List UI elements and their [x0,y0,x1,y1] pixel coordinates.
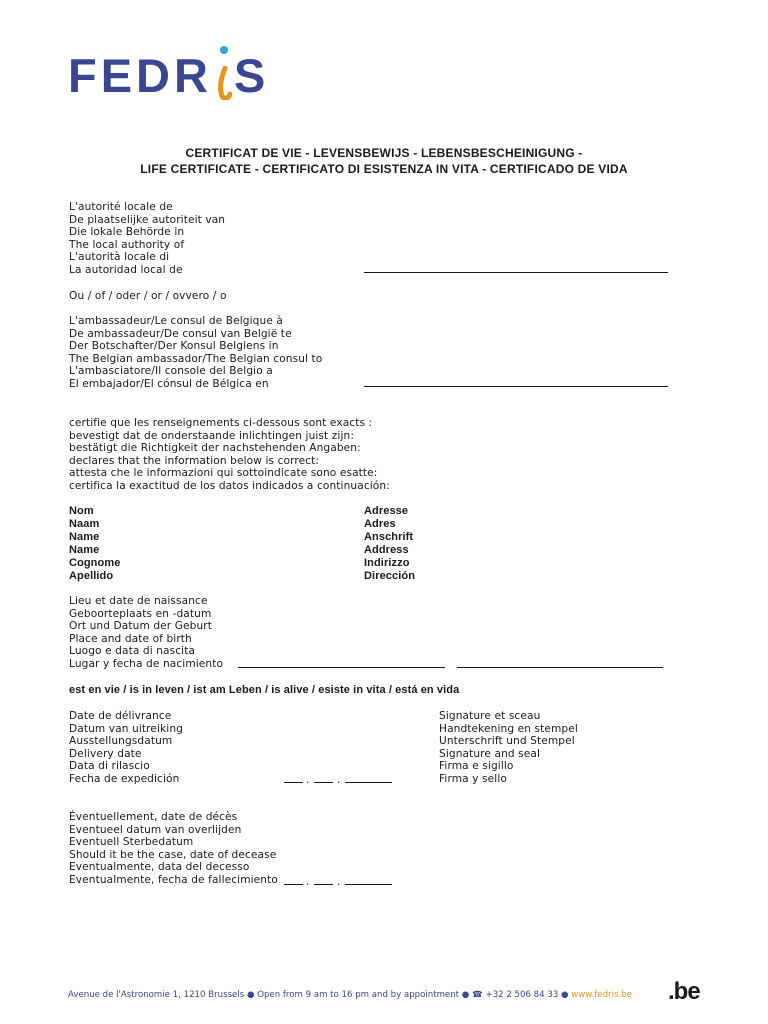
footer-address: Avenue de l'Astronomie 1, 1210 Brussels [68,990,245,1000]
consul-fr: L'ambassadeur/Le consul de Belgique à [69,315,283,327]
footer-phone: +32 2 506 84 33 [485,990,559,1000]
certifies-nl: bevestigt dat de onderstaande inlichtingen juist zijn: [69,429,355,442]
local-authority-block [69,201,225,277]
local-authority-nl: De plaatselijke autoriteit van [69,213,226,226]
issue-date-de: Ausstellungsdatum [69,735,173,748]
name-label-nl: Naam [69,518,100,530]
birth-it: Luogo e data di nascita [69,645,196,658]
decease-day-field[interactable] [284,884,303,885]
local-authority-es: La autoridad local de [69,263,183,276]
local-authority-fr: L'autorité locale de [69,201,173,213]
issue-date-es: Fecha de expedición [69,772,180,785]
decease-year-field[interactable] [345,884,392,885]
issue-date-fr: Date de délivrance [69,710,172,722]
local-authority-en: The local authority of [69,238,185,251]
name-labels [69,505,120,583]
signature-en: Signature and seal [439,747,541,760]
decease-month-field[interactable] [314,884,333,885]
consul-es: El embajador/El cónsul de Bélgica en [69,377,269,390]
certifies-fr: certifie que les renseignements ci-dessous sont exacts : [69,417,373,429]
decease-date-sep-1: . [306,876,310,888]
birth-fr: Lieu et date de naissance [69,595,208,607]
birth-block [69,595,223,671]
or-text: Ou / of / oder / or / ovvero / o [69,290,227,302]
consul-nl: De ambassadeur/De consul van België te [69,327,292,340]
phone-icon: ☎ [472,990,483,1000]
local-authority-it: L'autorità locale di [69,251,170,264]
decease-fr: Éventuellement, date de décès [69,811,238,823]
address-label-en: Address [364,544,409,556]
birth-es: Lugar y fecha de nacimiento [69,657,224,670]
birth-nl: Geboorteplaats en -datum [69,607,212,620]
fedris-logo [68,46,269,106]
title-line-1: CERTIFICAT DE VIE - LEVENSBEWIJS - LEBENSBESCHEINIGUNG - [185,146,583,160]
birth-de: Ort und Datum der Geburt [69,620,212,633]
issue-date-nl: Datum van uitreiking [69,722,183,735]
signature-it: Firma e sigillo [439,760,514,773]
decease-block [69,811,278,887]
decease-en: Should it be the case, date of decease [69,848,277,861]
issue-month-field[interactable] [314,782,333,783]
address-label-fr: Adresse [364,505,409,517]
birth-en: Place and date of birth [69,632,192,645]
certifies-block [69,417,390,493]
signature-nl: Handtekening en stempel [439,722,578,735]
issue-date-sep-1: . [306,774,310,786]
footer-hours: Open from 9 am to 16 pm and by appointment [257,990,460,1000]
name-label-fr: Nom [69,505,94,517]
or-line [69,290,227,303]
address-label-it: Indirizzo [364,557,410,569]
decease-date-sep-2: . [337,876,341,888]
certifies-de: bestätigt die Richtigkeit der nachstehenden Angaben: [69,442,361,455]
issue-date-en: Delivery date [69,747,142,760]
name-label-es: Apellido [69,570,114,582]
footer-bullet-2: ● [461,990,470,1000]
footer-bullet-3: ● [561,990,569,1000]
local-authority-de: Die lokale Behörde in [69,226,185,239]
footer-bullet-1: ● [246,990,255,1000]
issue-date-it: Data di rilascio [69,760,150,773]
address-label-nl: Adres [364,518,396,530]
consul-it: L'ambasciatore/Il console del Belgio a [69,365,273,378]
alive-statement [69,684,459,697]
name-label-it: Cognome [69,557,121,569]
address-label-es: Dirección [364,570,416,582]
address-label-de: Anschrift [364,531,414,543]
decease-de: Eventuell Sterbedatum [69,836,194,849]
name-label-en: Name [69,544,100,556]
logo-text-end: S [233,49,270,102]
birth-place-field[interactable] [238,667,445,668]
issue-date-sep-2: . [337,774,341,786]
name-label-de: Name [69,531,100,543]
be-logo: .be [668,978,700,1005]
footer-website-link[interactable]: www.fedris.be [571,990,632,1000]
issue-year-field[interactable] [345,782,392,783]
logo-i-glyph [212,46,234,106]
address-labels [364,505,415,583]
certifies-en: declares that the information below is correct: [69,454,320,467]
signature-es: Firma y sello [439,772,507,785]
alive-text: est en vie / is in leven / ist am Leben / is alive / esiste in vita / está en vida [69,684,460,696]
decease-es: Eventualmente, fecha de fallecimiento [69,873,278,886]
consul-de: Der Botschafter/Der Konsul Belgiens in [69,340,279,353]
certifies-it: attesta che le informazioni qui sottoindicate sono esatte: [69,467,378,480]
consul-en: The Belgian ambassador/The Belgian consul to [69,352,323,365]
logo-text-start: FEDR [68,49,212,102]
certifies-es: certifica la exactitud de los datos indicados a continuación: [69,479,390,492]
decease-it: Eventualmente, data del decesso [69,861,250,874]
decease-nl: Eventueel datum van overlijden [69,823,242,836]
consul-field[interactable] [364,386,668,387]
issue-day-field[interactable] [284,782,303,783]
birth-date-field[interactable] [457,667,663,668]
signature-block [439,710,578,786]
consul-block [69,315,322,391]
title-line-2: LIFE CERTIFICATE - CERTIFICATO DI ESISTENZA IN VITA - CERTIFICADO DE VIDA [140,162,628,176]
signature-fr: Signature et sceau [439,710,541,722]
issue-date-block [69,710,183,786]
local-authority-field[interactable] [364,272,668,273]
signature-de: Unterschrift und Stempel [439,735,575,748]
footer [68,990,632,1000]
